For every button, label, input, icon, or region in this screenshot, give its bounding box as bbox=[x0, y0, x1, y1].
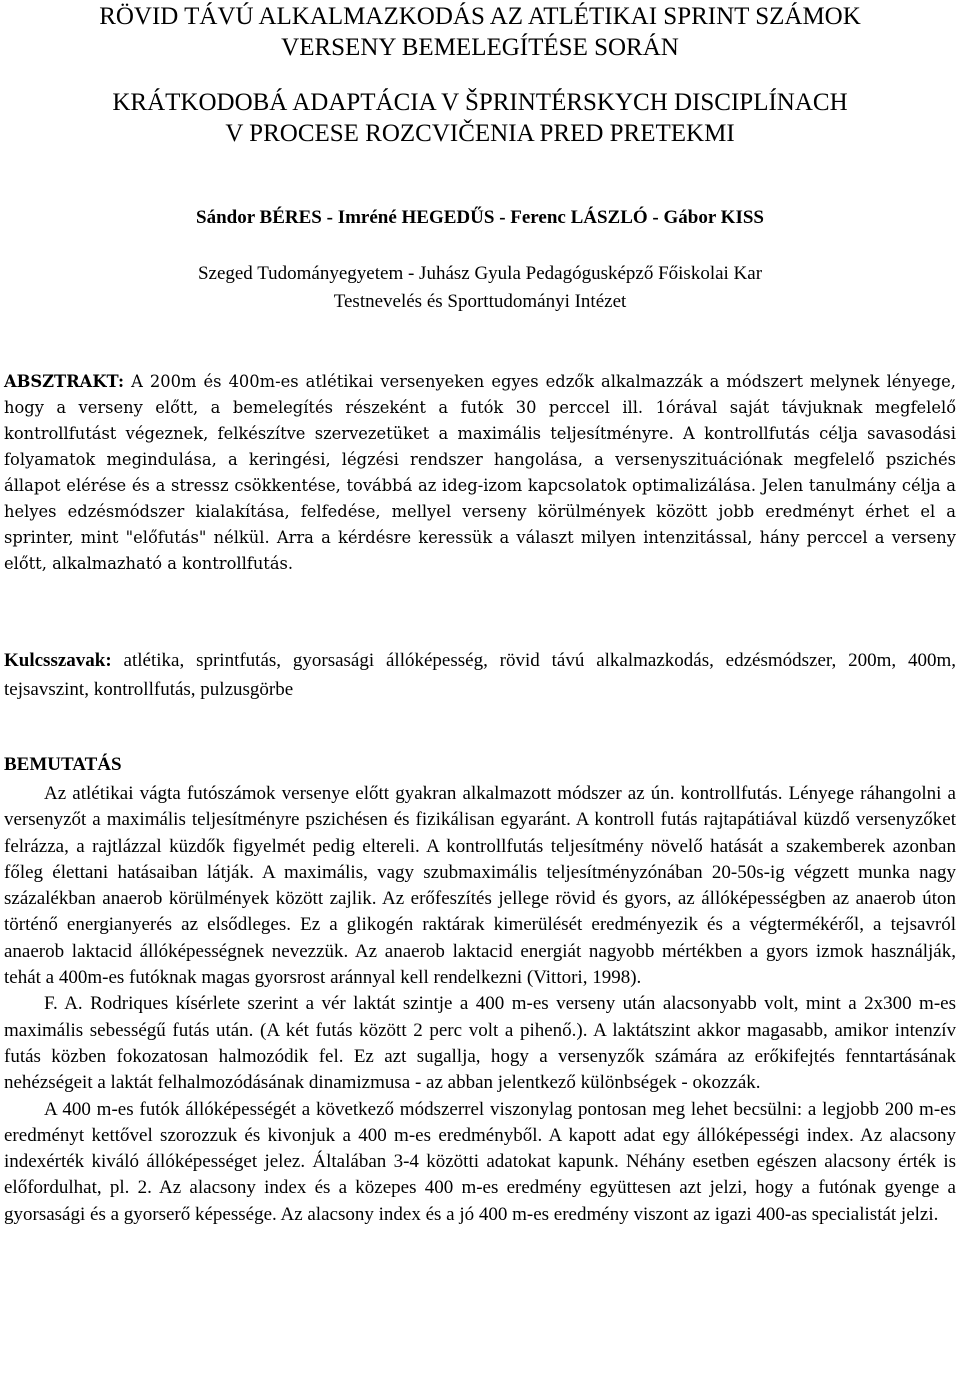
affiliation: Szeged Tudományegyetem - Juhász Gyula Pedagógusképző Főiskolai Kar Testnevelés és Sporttudományi Intézet bbox=[197, 263, 763, 312]
keywords-section bbox=[4, 646, 956, 704]
keywords-label: Kulcsszavak: bbox=[4, 650, 112, 671]
section-heading-intro: BEMUTATÁS bbox=[4, 754, 122, 775]
intro-paragraph: F. A. Rodriques kísérlete szerint a vér laktát szintje a 400 m-es verseny után alacsonyabb volt, mint a 2x300 m-es maximális sebességű futás után. (A két futás között 2 perc volt a pihenő.). A laktátszint akkor magasabb, amikor intenzív futás közben fokozatosan halmozódik fel. Ez azt sugallja, hogy a versenyzők számára az erőkifejtés fenntartásának nehézségeit a laktát felhalmozódásának dinamizmusa - az abban jelentkező különbségek - okozzák. bbox=[4, 993, 956, 1094]
title-hungarian: RÖVID TÁVÚ ALKALMAZKODÁS AZ ATLÉTIKAI SPRINT SZÁMOK VERSENY BEMELEGÍTÉSE SORÁN bbox=[99, 3, 861, 61]
intro-paragraph: Az atlétikai vágta futószámok versenye előtt gyakran alkalmazott módszer az ún. kontrollfutás. Lényege ráhangolni a versenyzőt a maximális teljesítményre pszichésen és fizikálisan egyaránt. A kontroll futás rajtapátiával küzdő versenyzőket felrázza, a rajtlázzal küzdők figyelmét pedig eltereli. A kontrollfutás teljesítmény növelő hatását a szakemberek azonban főleg élettani hatásaiban látják. A maximális, vagy szubmaximális teljesítményzónában 20-50s-ig végzett munka nagy százalékban anaerob körülmények között zajlik. Az erőfeszítés jellege rövid és gyors, az állóképességben az anaerob úton történő energianyerés az elsődleges. Ez a glikogén raktárak kimerülését eredményezik és a végtermékéről, a tejsavról anaerob laktacid állóképességnek nevezzük. Az anaerob laktacid energiát nagyobb mértékben a gyors izmok használják, tehát a 400m-es futóknak magas gyorsrost aránnyal kell rendelkezni (Vittori, 1998). bbox=[4, 783, 956, 989]
intro-paragraph: A 400 m-es futók állóképességét a következő módszerrel viszonylag pontosan meg lehet becsülni: a legjobb 200 m-es eredményt kettővel szorozzuk és kivonjuk a 400 m-es eredményből. A kapott adat egy állóképességi index. Az alacsony indexérték kiváló állóképességet jelez. Általában 3-4 közötti adatokat kapunk. Néhány esetben egészen alacsony érték is előfordulhat, pl. 2. Az alacsony index és a közepes 400 m-es eredmény együttesen azt jelzi, hogy a futónak gyenge a gyorsasági és a gyorserő képessége. Az alacsony index és a jó 400 m-es eredmény viszont az igazi 400-as specialistát jelzi. bbox=[4, 1098, 956, 1225]
abstract-section bbox=[4, 369, 956, 577]
author-list: Sándor BÉRES - Imréné HEGEDŰS - Ferenc LÁSZLÓ - Gábor KISS bbox=[196, 207, 764, 228]
intro-body bbox=[4, 781, 956, 1228]
abstract-text: A 200m és 400m-es atlétikai versenyeken egyes edzők alkalmazzák a módszert melynek lényege, hogy a verseny előtt, a bemelegítés részeként a futók 30 perccel ill. 1órával saját távjuknak megfelelő kontrollfutást végeznek, felkészítve szervezetüket a maximális teljesítményre. A kontrollfutás célja savasodási folyamatok megindulása, a keringési, légzési rendszer hangolása, a versenyszituációnak megfelelő pszichés állapot elérése és a stressz csökkentése, továbbá az ideg-izom kapcsolatok optimalizálása. Jelen tanulmány célja a helyes edzésmódszer kialakítása, felfedése, mellyel verseny körülmények között jobb eredményt érhet el a sprinter, mint "előfutás" nélkül. Arra a kérdésre keressük a választ milyen intenzitással, hány perccel a verseny előtt, alkalmazható a kontrollfutás. bbox=[4, 372, 956, 573]
abstract-label: ABSZTRAKT: bbox=[4, 372, 125, 391]
title-slovak: KRÁTKODOBÁ ADAPTÁCIA V ŠPRINTÉRSKYCH DISCIPLÍNACH V PROCESE ROZCVIČENIA PRED PRETEKMI bbox=[112, 89, 848, 147]
keywords-text: atlétika, sprintfutás, gyorsasági állóképesség, rövid távú alkalmazkodás, edzésmódszer, 200m, 400m, tejsavszint, kontrollfutás, pulzusgörbe bbox=[4, 650, 956, 700]
